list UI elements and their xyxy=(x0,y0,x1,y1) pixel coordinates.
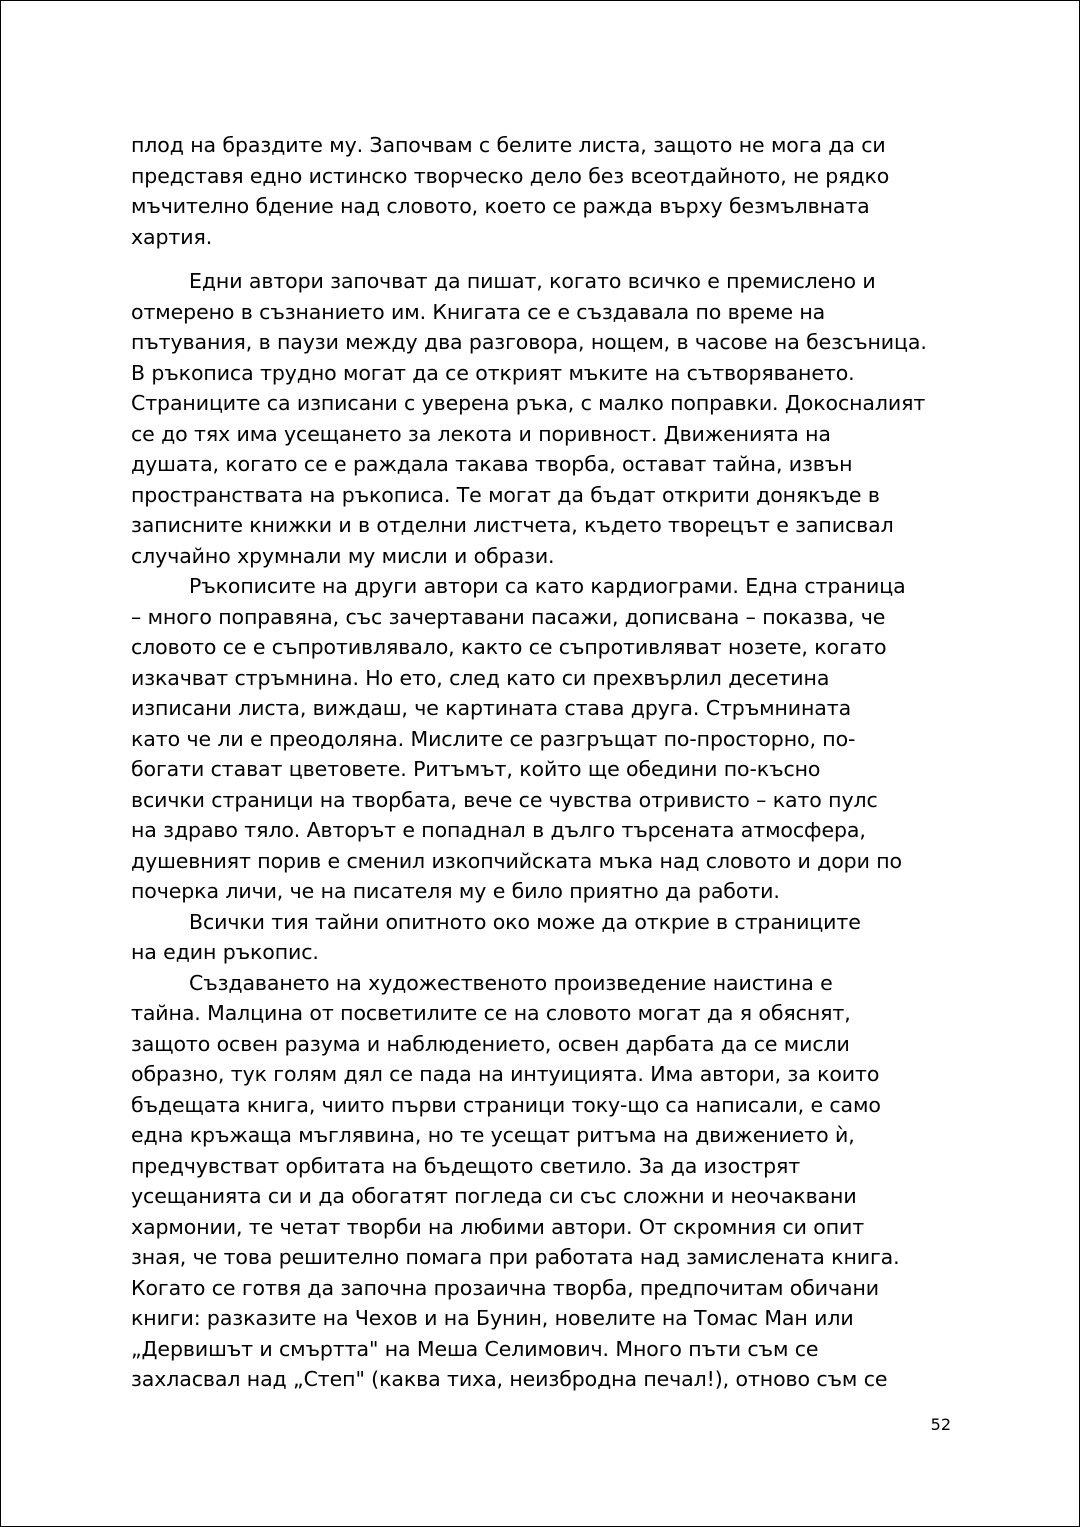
text-line: усещанията си и да обогатят погледа си със сложни и неочаквани xyxy=(131,1184,857,1208)
text-line: се до тях има усещането за лекота и поривност. Движенията на xyxy=(131,421,831,446)
text-line: образно, тук голям дял се пада на интуицията. Има автори, за които xyxy=(131,1062,880,1086)
text-line: Страниците са изписани с уверена ръка, с малко поправки. Докосналият xyxy=(131,391,926,415)
body-text xyxy=(131,130,956,1395)
text-line: захласвал над „Степ" (каква тиха, неизбродна печал!), отново съм се xyxy=(131,1367,888,1391)
text-line: „Дервишът и смъртта" на Меша Селимович. Много пъти съм се xyxy=(131,1336,819,1361)
text-line: богати стават цветовете. Ритъмът, който ще обедини по-късно xyxy=(131,757,821,781)
text-line: душата, когато се е раждала такава творба, остават тайна, извън xyxy=(131,452,853,476)
text-line: предчувстват орбитата на бъдещото светило. За да изострят xyxy=(131,1153,801,1178)
text-line: Всички тия тайни опитното око може да открие в страниците xyxy=(189,909,861,934)
text-line: на здраво тяло. Авторът е попаднал в дълго търсената атмосфера, xyxy=(131,818,866,842)
text-line: защото освен разума и наблюдението, освен дарбата да се мисли xyxy=(131,1031,850,1056)
text-line: Когато се готвя да започна прозаична творба, предпочитам обичани xyxy=(131,1275,879,1300)
text-line: плод на браздите му. Започвам с белите листа, защото не мога да си xyxy=(131,133,886,157)
text-line: хартия. xyxy=(131,224,213,249)
text-line: представя едно истинско творческо дело без всеотдайното, не рядко xyxy=(131,163,890,188)
text-line: на един ръкопис. xyxy=(131,940,319,964)
text-line: пътувания, в паузи между два разговора, нощем, в часове на безсъница. xyxy=(131,330,927,354)
text-line: душевният порив е сменил изкопчийската мъка над словото и дори по xyxy=(131,848,902,873)
paragraph xyxy=(131,968,956,1395)
text-line: всички страници на творбата, вече се чувства отривисто – като пулс xyxy=(131,787,878,812)
paragraph xyxy=(131,266,956,571)
text-line: една кръжаща мъглявина, но те усещат ритъма на движението ѝ, xyxy=(131,1123,855,1147)
text-line: – много поправяна, със зачертавани пасажи, дописвана – показва, че xyxy=(131,604,886,629)
paragraph xyxy=(131,130,956,252)
text-line: Ръкописите на други автори са като кардиограми. Една страница xyxy=(189,574,906,598)
text-line: бъдещата книга, чиито първи страници току-що са написали, е само xyxy=(131,1092,881,1117)
text-line: отмерено в съзнанието им. Книгата се е създавала по време на xyxy=(131,299,826,324)
paragraph xyxy=(131,907,956,968)
text-line: почерка личи, че на писателя му е било приятно да работи. xyxy=(131,879,780,903)
text-line: изкачват стръмнина. Но ето, след като си прехвърлил десетина xyxy=(131,665,830,690)
paragraph xyxy=(131,571,956,907)
text-line: книги: разказите на Чехов и на Бунин, новелите на Томас Ман или xyxy=(131,1306,854,1330)
text-line: изписани листа, виждаш, че картината става друга. Стръмнината xyxy=(131,696,852,720)
text-line: записните книжки и в отделни листчета, където творецът е записвал xyxy=(131,513,894,537)
text-line: случайно хрумнали му мисли и образи. xyxy=(131,543,555,568)
text-line: словото се е съпротивлявало, както се съпротивляват нозете, когато xyxy=(131,635,887,659)
text-line: Създаването на художественото произведение наистина е xyxy=(189,970,833,995)
text-line: като че ли е преодоляна. Мислите се разгръщат по-просторно, по- xyxy=(131,726,856,751)
text-line: Едни автори започват да пишат, когато всичко е премислено и xyxy=(189,269,876,293)
text-line: В ръкописа трудно могат да се открият мъките на сътворяването. xyxy=(131,360,855,385)
page-number: 52 xyxy=(930,1415,951,1434)
text-line: хармонии, те четат творби на любими автори. От скромния си опит xyxy=(131,1214,865,1239)
text-line: зная, че това решително помага при работата над замислената книга. xyxy=(131,1245,900,1269)
text-line: мъчително бдение над словото, което се ражда върху безмълвната xyxy=(131,194,870,218)
text-line: пространствата на ръкописа. Те могат да бъдат открити донякъде в xyxy=(131,482,880,507)
text-line: тайна. Малцина от посветилите се на словото могат да я обяснят, xyxy=(131,1001,851,1025)
